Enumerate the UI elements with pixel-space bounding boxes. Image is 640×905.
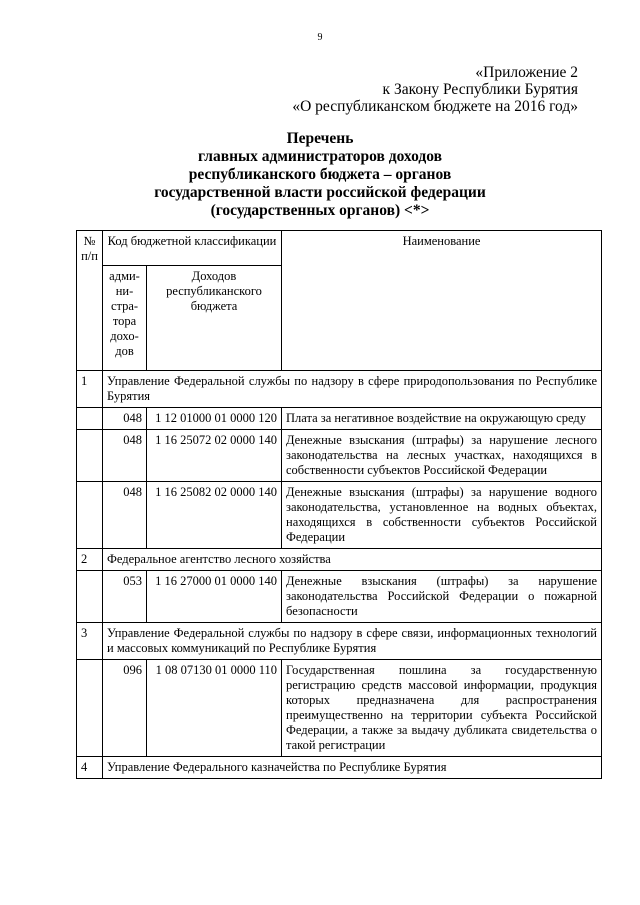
name-cell: Денежные взыскания (штрафы) за нарушение лесного законодательства на лесных участках, находящихся в собственности субъектов Российской Федерации	[282, 430, 602, 482]
group-number: 4	[77, 757, 103, 779]
income-code-cell: 1 12 01000 01 0000 120	[147, 408, 282, 430]
empty-cell	[77, 408, 103, 430]
table-row	[77, 408, 602, 430]
admin-code-cell: 048	[103, 430, 147, 482]
appendix-line: «О республиканском бюджете на 2016 год»	[292, 98, 578, 115]
header-code: Код бюджетной классификации	[103, 231, 282, 266]
group-title: Управление Федерального казначейства по Республике Бурятия	[103, 757, 602, 779]
admin-code-cell: 096	[103, 660, 147, 757]
header-name: Наименование	[282, 231, 602, 371]
name-cell: Плата за негативное воздействие на окружающую среду	[282, 408, 602, 430]
administrators-table	[76, 230, 602, 779]
header-admin: адми-ни-стра-тора дохо-дов	[103, 266, 147, 371]
group-number: 3	[77, 623, 103, 660]
name-cell: Денежные взыскания (штрафы) за нарушение законодательства Российской Федерации о пожарной безопасности	[282, 571, 602, 623]
income-code-cell: 1 16 25072 02 0000 140	[147, 430, 282, 482]
title-line: главных администраторов доходов	[198, 148, 442, 165]
group-row	[77, 757, 602, 779]
group-row	[77, 371, 602, 408]
group-row	[77, 623, 602, 660]
group-title: Управление Федеральной службы по надзору в сфере связи, информационных технологий и массовых коммуникаций по Республике Бурятия	[103, 623, 602, 660]
table-row	[77, 482, 602, 549]
title-line: (государственных органов) <*>	[210, 202, 430, 219]
title-line: Перечень	[286, 130, 354, 147]
income-code-cell: 1 08 07130 01 0000 110	[147, 660, 282, 757]
appendix-header	[292, 64, 578, 115]
empty-cell	[77, 482, 103, 549]
income-code-cell: 1 16 25082 02 0000 140	[147, 482, 282, 549]
group-number: 1	[77, 371, 103, 408]
group-title: Управление Федеральной службы по надзору в сфере природопользования по Республике Бурятия	[103, 371, 602, 408]
header-num: № п/п	[77, 231, 103, 371]
table-row	[77, 571, 602, 623]
title-line: республиканского бюджета – органов	[188, 166, 452, 183]
title-line: государственной власти российской федерации	[154, 184, 486, 201]
name-cell: Денежные взыскания (штрафы) за нарушение водного законодательства, установленное на водных объектах, находящихся в собственности субъектов Российской Федерации	[282, 482, 602, 549]
header-income: Доходов республиканского бюджета	[147, 266, 282, 371]
admin-code-cell: 053	[103, 571, 147, 623]
name-cell: Государственная пошлина за государственную регистрацию средств массовой информации, продукция которых предназначена для распространения преимущественно на территории субъекта Российской Федерации, а также за выдачу дубликата свидетельства о такой регистрации	[282, 660, 602, 757]
appendix-line: к Закону Республики Бурятия	[382, 81, 578, 98]
empty-cell	[77, 430, 103, 482]
page-number: 9	[317, 32, 323, 43]
table-row	[77, 660, 602, 757]
group-row	[77, 549, 602, 571]
admin-code-cell: 048	[103, 408, 147, 430]
group-title: Федеральное агентство лесного хозяйства	[103, 549, 602, 571]
appendix-line: «Приложение 2	[475, 64, 578, 81]
group-number: 2	[77, 549, 103, 571]
empty-cell	[77, 571, 103, 623]
document-title	[0, 130, 640, 220]
table-header-row	[77, 231, 602, 266]
empty-cell	[77, 660, 103, 757]
income-code-cell: 1 16 27000 01 0000 140	[147, 571, 282, 623]
table-row	[77, 430, 602, 482]
admin-code-cell: 048	[103, 482, 147, 549]
